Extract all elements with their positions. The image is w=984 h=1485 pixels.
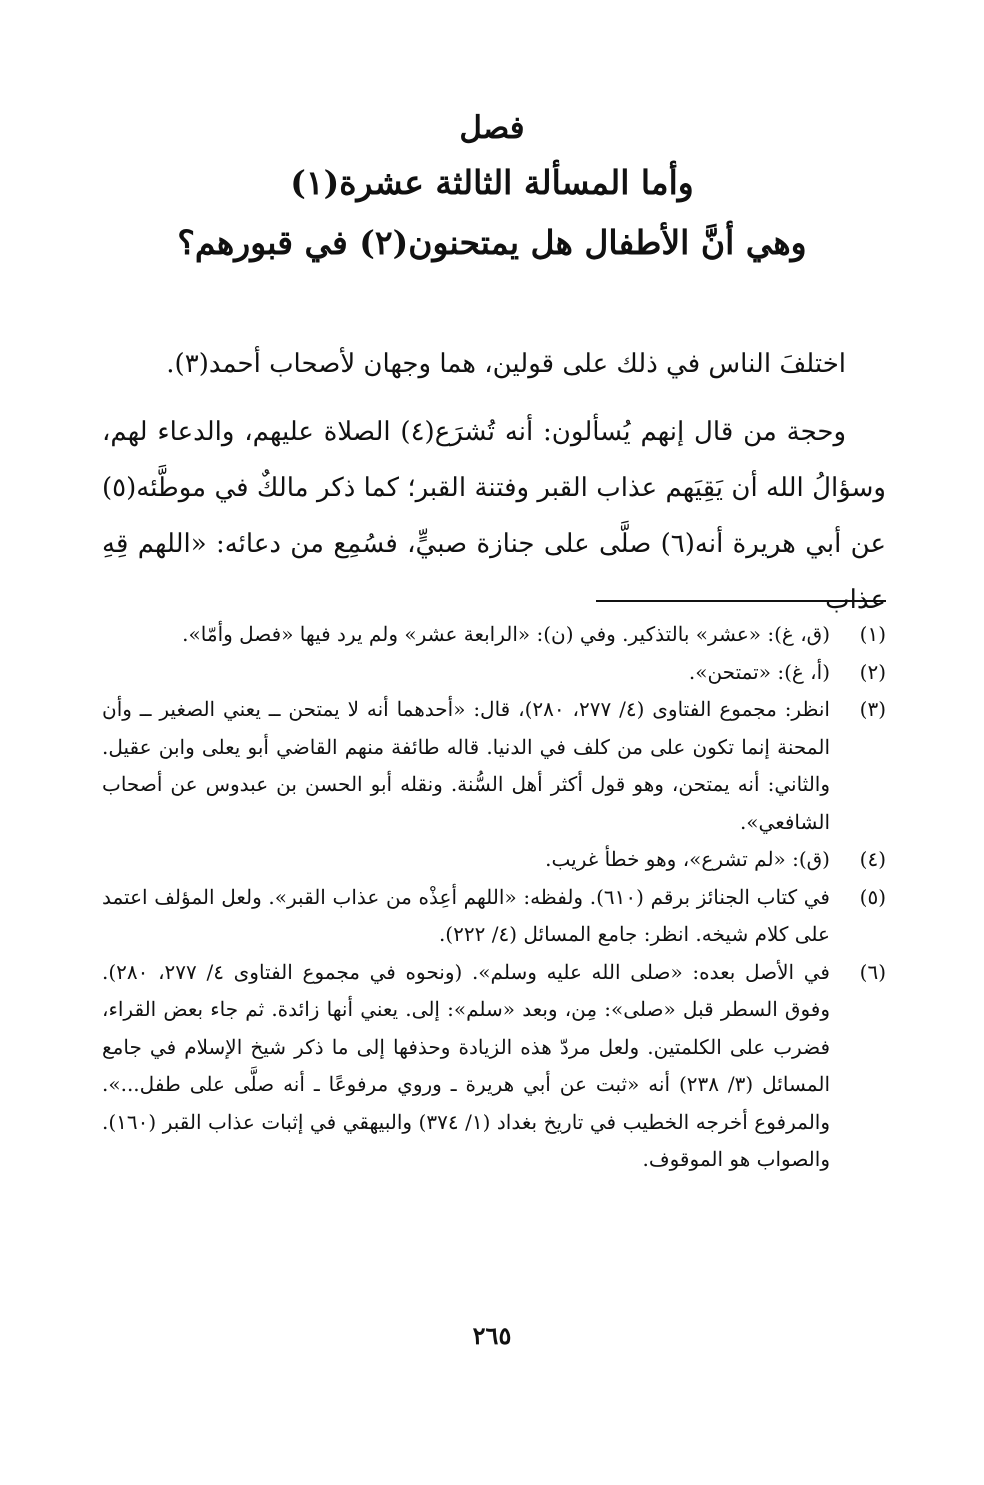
footnote-number: (٣) <box>859 697 886 721</box>
footnotes <box>102 616 886 1179</box>
footnote-4 <box>102 841 886 879</box>
footnote-number: (٢) <box>859 659 886 684</box>
chapter-title-line-1: وأما المسألة الثالثة عشرة(١) <box>290 163 694 202</box>
footnote-6 <box>102 954 886 1179</box>
footnote-separator <box>596 600 886 602</box>
body-paragraph-2: وحجة من قال إنهم يُسألون: أنه تُشرَع(٤) الصلاة عليهم، والدعاء لهم، وسؤالُ الله أن يَقِيَهم عذاب القبر وفتنة القبر؛ كما ذكر مالكٌ في موطَّئه(٥) عن أبي هريرة أنه(٦) صلَّى على جنازة صبيٍّ، فسُمِع من دعائه: «اللهم قِهِ عذاب <box>102 417 886 615</box>
footnote-1 <box>102 616 886 654</box>
footnote-text: في كتاب الجنائز برقم (٦١٠). ولفظه: «اللهم أعِذْه من عذاب القبر». ولعل المؤلف اعتمد على كلام شيخه. انظر: جامع المسائل (٤/ ٢٢٢). <box>102 884 830 946</box>
chapter-title-line-2: وهي أنَّ الأطفال هل يمتحنون(٢) في قبورهم؟ <box>177 223 807 262</box>
footnote-text: في الأصل بعده: «صلى الله عليه وسلم». (ونحوه في مجموع الفتاوى ٤/ ٢٧٧، ٢٨٠). وفوق السطر قبل «صلى»: مِن، وبعد «سلم»: إلى. يعني أنها زائدة. ثم جاء بعض القراء، فضرب على الكلمتين. ولعل مردّ هذه الزيادة وحذفها إلى ما ذكر شيخ الإسلام في جامع المسائل (٣/ ٢٣٨) أنه «ثبت عن أبي هريرة ـ وروي مرفوعًا ـ أنه صلَّى على طفل...». والمرفوع أخرجه الخطيب في تاريخ بغداد (١/ ٣٧٤) والبيهقي في إثبات عذاب القبر (١٦٠). والصواب هو الموقوف. <box>102 959 830 1171</box>
footnote-text: انظر: مجموع الفتاوى (٤/ ٢٧٧، ٢٨٠)، قال: «أحدهما أنه لا يمتحن ــ يعني الصغير ــ وأن المحنة إنما تكون على من كلف في الدنيا. قاله طائفة منهم القاضي أبو يعلى وابن عقيل. والثاني: أنه يمتحن، وهو قول أكثر أهل السُّنة. ونقله أبو الحسن بن عبدوس عن أصحاب الشافعي». <box>102 697 831 834</box>
footnote-number: (١) <box>859 622 886 646</box>
footnote-2 <box>102 654 886 692</box>
footnote-text: (ق، غ): «عشر» بالتذكير. وفي (ن): «الرابعة عشر» ولم يرد فيها «فصل وأمّا». <box>182 622 830 646</box>
footnote-number: (٤) <box>859 847 886 871</box>
footnote-3 <box>102 691 886 841</box>
footnote-number: (٥) <box>859 884 886 909</box>
footnote-5 <box>102 879 886 954</box>
footnote-text: (ق): «لم تشرع»، وهو خطأ غريب. <box>545 847 830 871</box>
footnote-text: (أ، غ): «تمتحن». <box>688 659 830 684</box>
section-heading: فصل <box>459 110 525 146</box>
footnote-number: (٦) <box>859 959 886 984</box>
page-number: ٢٦٥ <box>472 1321 512 1350</box>
body-paragraph-1: اختلفَ الناس في ذلك على قولين، هما وجهان لأصحاب أحمد(٣). <box>166 349 846 379</box>
